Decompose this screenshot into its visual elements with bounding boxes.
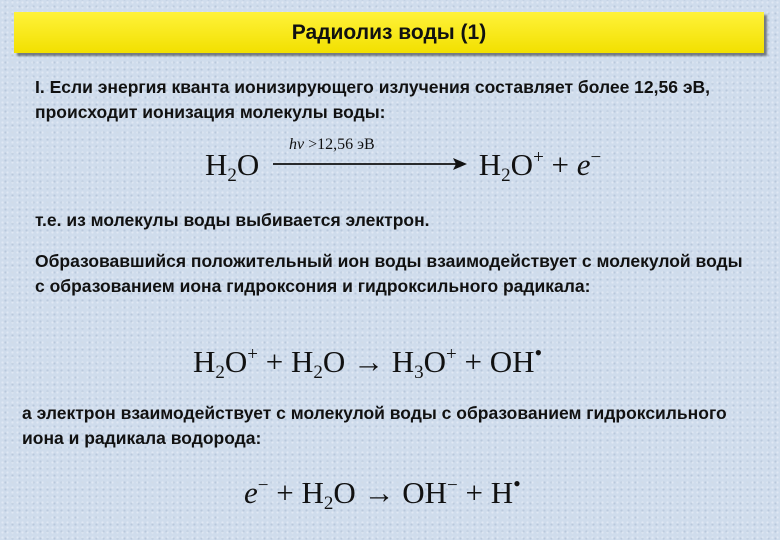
equation-hydroxonium: $H_2O^+ + H_2O \to H_3O^+ + OH^•$ — [193, 340, 543, 383]
radical-dot: • — [513, 471, 521, 496]
paragraph-ionization: I. Если энергия кванта ионизирующего излучения составляет более 12,56 эВ, происходит ионизация молекулы воды: — [35, 77, 710, 122]
arrow-right-icon — [271, 157, 467, 171]
arrow-icon: → — [353, 344, 385, 379]
equation-electron-water: $e^- + H_2O \to OH^- + H^•$ — [244, 471, 521, 514]
paragraph-electron: т.е. из молекулы воды выбивается электрон. — [35, 210, 430, 230]
equation-ionization: $H_2O$ hν >12,56 эВ $H_2O^+ + e^-$ — [205, 136, 602, 186]
title-bar — [14, 12, 764, 53]
arrow-condition: hν >12,56 эВ — [289, 136, 375, 153]
reaction-arrow — [271, 136, 467, 171]
radical-dot: • — [534, 340, 543, 365]
paragraph-hydroxonium: Образовавшийся положительный ион воды взаимодействует с молекулой воды с образованием иона гидроксония и гидроксильного радикала: — [35, 251, 743, 296]
slide-title: Радиолиз воды (1) — [291, 20, 487, 44]
arrow-icon: → — [363, 475, 395, 510]
paragraph-electron-reaction: а электрон взаимодействует с молекулой воды с образованием гидроксильного иона и радикала водорода: — [22, 403, 727, 448]
